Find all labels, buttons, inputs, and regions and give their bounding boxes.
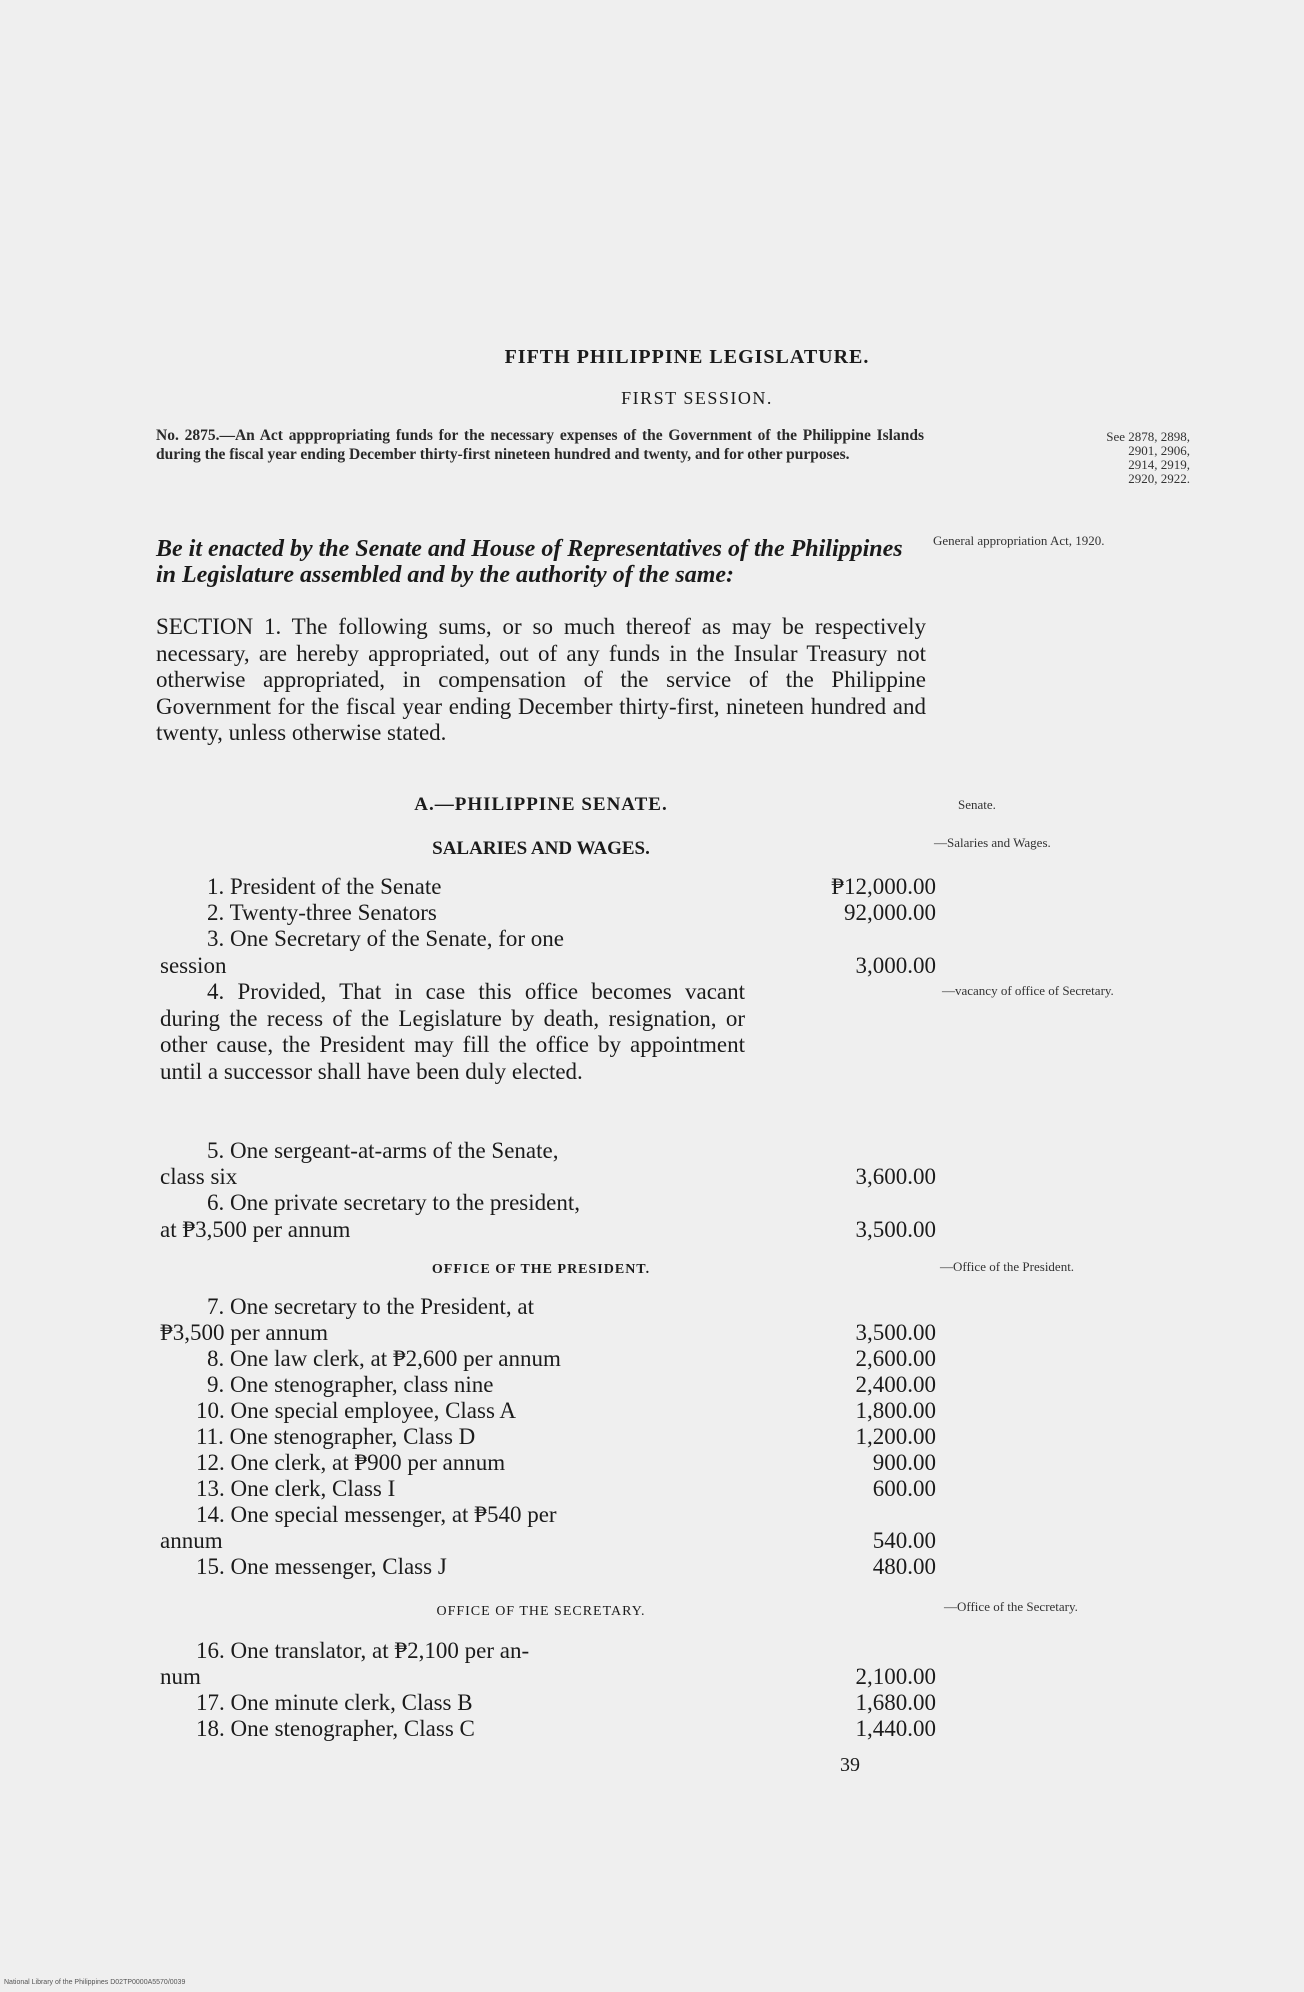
senate-heading: A.—PHILIPPINE SENATE.: [414, 794, 668, 815]
margin-note-office-president: —Office of the President.: [940, 1259, 1075, 1274]
item-18: 18. One stenographer, Class C: [196, 1716, 475, 1741]
item-7-line2: ₱3,500 per annum: [160, 1320, 329, 1345]
item-14-line2: annum: [160, 1528, 223, 1553]
margin-note-senate: Senate.: [958, 797, 996, 812]
amount-12: 900.00: [872, 1450, 936, 1475]
office-president-heading: OFFICE OF THE PRESIDENT.: [431, 1262, 651, 1277]
section-1-text: SECTION 1. The following sums, or so much thereof as may be respectively necessary, are hereby appropriated, out of any funds in the Insular Treasury not otherwise appropriated, in compensation of the service of the Philippine Government for the fiscal year ending December thirty-first, nineteen hundred and twenty, unless otherwise stated.: [156, 614, 926, 745]
item-16-line2: num: [160, 1664, 201, 1689]
item-15: 15. One messenger, Class J: [196, 1554, 447, 1579]
amount-3: 3,000.00: [855, 953, 936, 978]
item-6-line1: 6. One private secretary to the president,: [207, 1190, 580, 1215]
amount-18: 1,440.00: [855, 1716, 936, 1741]
item-13: 13. One clerk, Class I: [196, 1476, 396, 1501]
salaries-heading: SALARIES AND WAGES.: [432, 838, 650, 859]
margin-note-vacancy: —vacancy of office of Secretary.: [942, 983, 1114, 998]
item-12: 12. One clerk, at ₱900 per annum: [196, 1450, 506, 1475]
item-3-line2: session: [160, 953, 227, 978]
amount-10: 1,800.00: [855, 1398, 936, 1423]
item-7-line1: 7. One secretary to the President, at: [207, 1294, 534, 1319]
item-17: 17. One minute clerk, Class B: [196, 1690, 473, 1715]
amount-14: 540.00: [872, 1528, 936, 1553]
amount-1: ₱12,000.00: [831, 874, 936, 899]
item-11: 11. One stenographer, Class D: [196, 1424, 476, 1449]
amount-2: 92,000.00: [844, 900, 936, 925]
amount-13: 600.00: [872, 1476, 936, 1501]
item-1: 1. President of the Senate: [207, 874, 442, 899]
page-number: 39: [840, 1754, 860, 1776]
item-3-line1: 3. One Secretary of the Senate, for one: [207, 926, 564, 951]
item-5-line1: 5. One sergeant-at-arms of the Senate,: [207, 1138, 559, 1163]
enacting-clause: Be it enacted by the Senate and House of Representatives of the Philippines in Legislature assembled and by the authority of the same:: [156, 536, 903, 588]
amount-9: 2,400.00: [855, 1372, 936, 1397]
scan-footer: National Library of the Philippines D02TP0000A5570/0039: [4, 1979, 186, 1986]
amount-8: 2,600.00: [855, 1346, 936, 1371]
legislature-heading: FIFTH PHILIPPINE LEGISLATURE.: [504, 346, 870, 368]
act-title: No. 2875.—An Act apppropriating funds for the necessary expenses of the Government of the Philippine Islands during the fiscal year ending December thirty-first nineteen hundred and twenty, and for other purposes.: [156, 427, 924, 463]
item-10: 10. One special employee, Class A: [196, 1398, 517, 1423]
item-14-line1: 14. One special messenger, at ₱540 per: [196, 1502, 557, 1527]
amount-16: 2,100.00: [855, 1664, 936, 1689]
item-4-proviso: 4. Provided, That in case this office becomes vacant during the recess of the Legislature by death, resignation, or other cause, the President may fill the office by appointment until a successor shall have been duly elected.: [160, 979, 745, 1084]
item-6-line2: at ₱3,500 per annum: [160, 1217, 351, 1242]
margin-note-general: General appropriation Act, 1920.: [933, 533, 1105, 548]
amount-11: 1,200.00: [855, 1424, 936, 1449]
item-2: 2. Twenty-three Senators: [207, 900, 437, 925]
margin-note-salaries: —Salaries and Wages.: [934, 835, 1051, 850]
item-8: 8. One law clerk, at ₱2,600 per annum: [207, 1346, 561, 1371]
office-secretary-heading: OFFICE OF THE SECRETARY.: [436, 1604, 646, 1619]
amount-17: 1,680.00: [855, 1690, 936, 1715]
amount-15: 480.00: [872, 1554, 936, 1579]
margin-note-office-secretary: —Office of the Secretary.: [944, 1599, 1078, 1614]
margin-note-see-also: See 2878, 2898, 2901, 2906, 2914, 2919, 2920, 2922.: [1106, 429, 1190, 486]
amount-7: 3,500.00: [855, 1320, 936, 1345]
item-9: 9. One stenographer, class nine: [207, 1372, 494, 1397]
session-heading: FIRST SESSION.: [621, 388, 773, 408]
item-16-line1: 16. One translator, at ₱2,100 per an-: [196, 1638, 530, 1663]
item-5-line2: class six: [160, 1164, 238, 1189]
amount-5: 3,600.00: [855, 1164, 936, 1189]
amount-6: 3,500.00: [855, 1217, 936, 1242]
